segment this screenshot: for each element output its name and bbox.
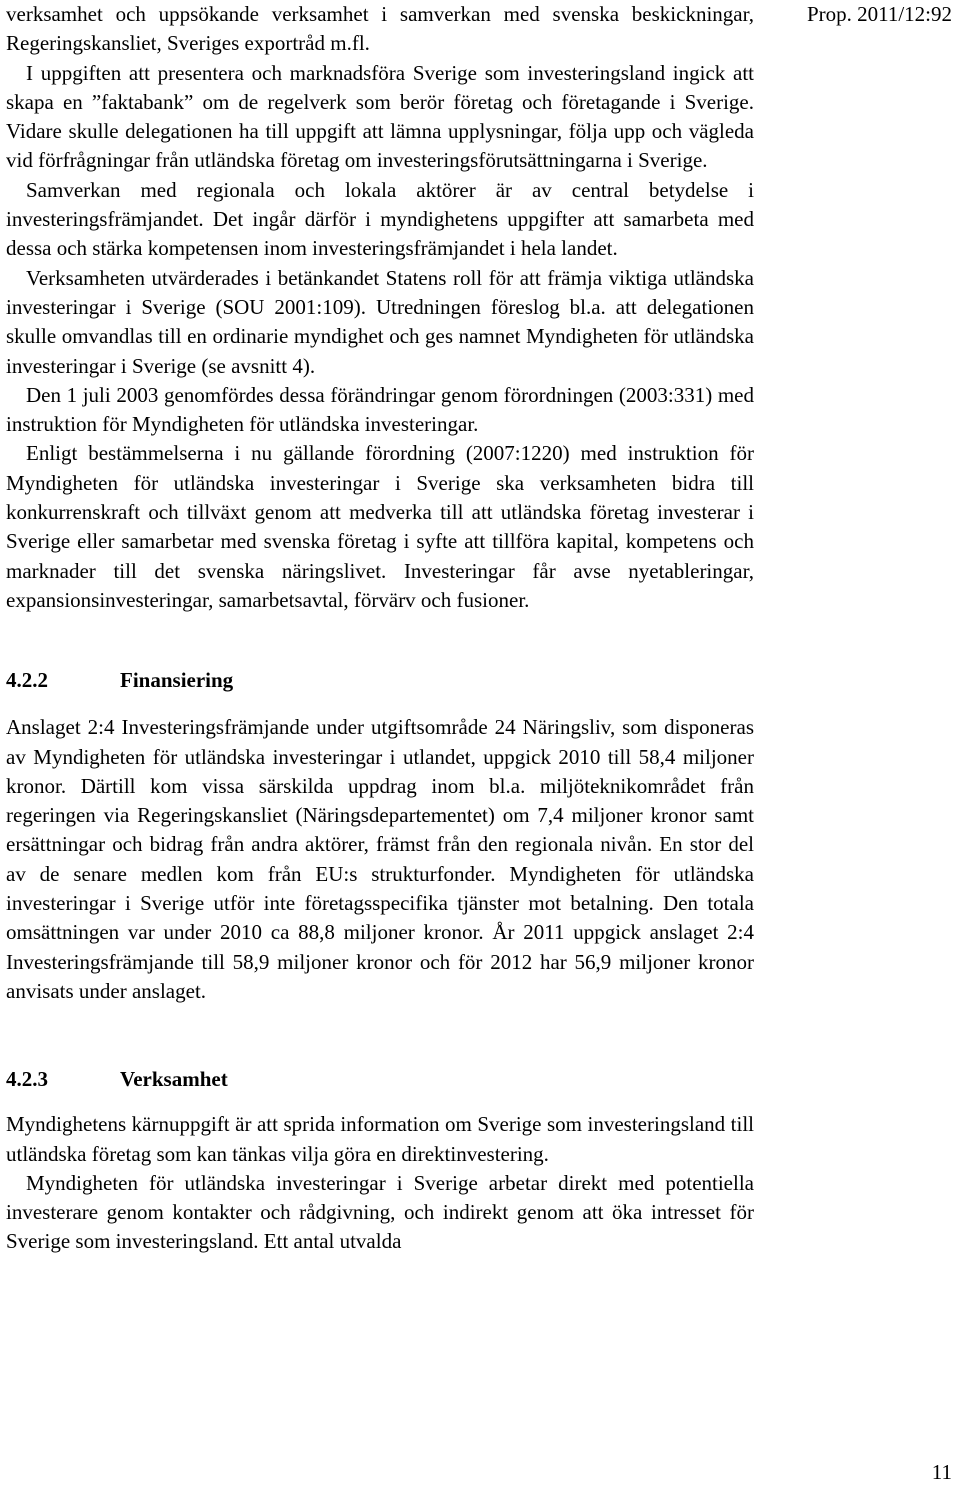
paragraph-intro-4: Verksamheten utvärderades i betänkandet Statens roll för att främja viktiga utländska investeringar i Sverige (SOU 2001:109). Utredningen föreslog bl.a. att delegationen skulle omvandlas till en ordinarie myndighet och ges namnet Myndigheten för utländska investeringar i Sverige (se avsnitt 4). [6,265,754,378]
section-number: 4.2.3 [6,1067,48,1092]
paragraph-intro-3: Samverkan med regionala och lokala aktörer är av central betydelse i investeringsfrämjandet. Det ingår därför i myndighetens uppgifter att samarbeta med dessa och stärka kompetensen inom investeringsfrämjandet i hela landet. [6,177,754,261]
section-title: Verksamhet [120,1067,228,1092]
body-text-column [6,0,754,1257]
page-number: 11 [931,1460,952,1484]
section-number: 4.2.2 [6,668,48,693]
paragraph-intro-1: verksamhet och uppsökande verksamhet i samverkan med svenska beskickningar, Regeringskansliet, Sveriges exportråd m.fl. [6,2,754,56]
proposition-reference: Prop. 2011/12:92 [806,2,952,26]
paragraph-intro-6: Enligt bestämmelserna i nu gällande förordning (2007:1220) med instruktion för Myndigheten för utländska investeringar i Sverige ska verksamheten bidra till konkurrenskraft och tillväxt genom att medverka till att utländska företag investerar i Sverige eller samarbetar med svenska företag i syfte att tillföra kapital, kompetens och marknader till det svenska näringslivet. Investeringar får avse nyetableringar, expansionsinvesteringar, samarbetsavtal, förvärv och fusioner. [6,441,754,612]
section-title: Finansiering [120,668,234,693]
paragraph-finansiering-1: Anslaget 2:4 Investeringsfrämjande under utgiftsområde 24 Näringsliv, som disponeras av Myndigheten för utländska investeringar i utlandet, uppgick 2010 till 58,4 miljoner kronor. Därtill kom vissa särskilda uppdrag inom bl.a. miljöteknikområdet från regeringen via Regeringskansliet (Näringsdepartementet) om 7,4 miljoner kronor samt ersättningar och bidrag från andra aktörer, främst från den regionala nivån. En stor del av de senare medlen kom från EU:s strukturfonder. Myndigheten för utländska investeringar i Sverige utför inte företagsspecifika tjänster mot betalning. Den totala omsättningen var under 2010 ca 88,8 miljoner kronor. År 2011 uppgick anslaget 2:4 Investeringsfrämjande till 58,9 miljoner kronor och för 2012 har 56,9 miljoner kronor anvisats under anslaget. [6,715,754,1003]
paragraph-verksamhet-2: Myndigheten för utländska investeringar i Sverige arbetar direkt med potentiella investerare genom kontakter och rådgivning, och indirekt genom att öka intresset för Sverige som investeringsland. Ett antal utvalda [6,1170,754,1254]
section-heading-finansiering [6,666,754,695]
paragraph-intro-5: Den 1 juli 2003 genomfördes dessa förändringar genom förordningen (2003:331) med instruktion för Myndigheten för utländska investeringar. [6,382,754,437]
paragraph-intro-2: I uppgiften att presentera och marknadsföra Sverige som investeringsland ingick att skapa en ”faktabank” om de regelverk som berör företag och företagande i Sverige. Vidare skulle delegationen ha till uppgift att lämna upplysningar, följa upp och vägleda vid förfrågningar från utländska företag om investeringsförutsättningarna i Sverige. [6,60,754,173]
section-heading-verksamhet [6,1065,754,1094]
paragraph-verksamhet-1: Myndighetens kärnuppgift är att sprida information om Sverige som investeringsland till utländska företag som kan tänkas vilja göra en direktinvestering. [6,1112,754,1166]
